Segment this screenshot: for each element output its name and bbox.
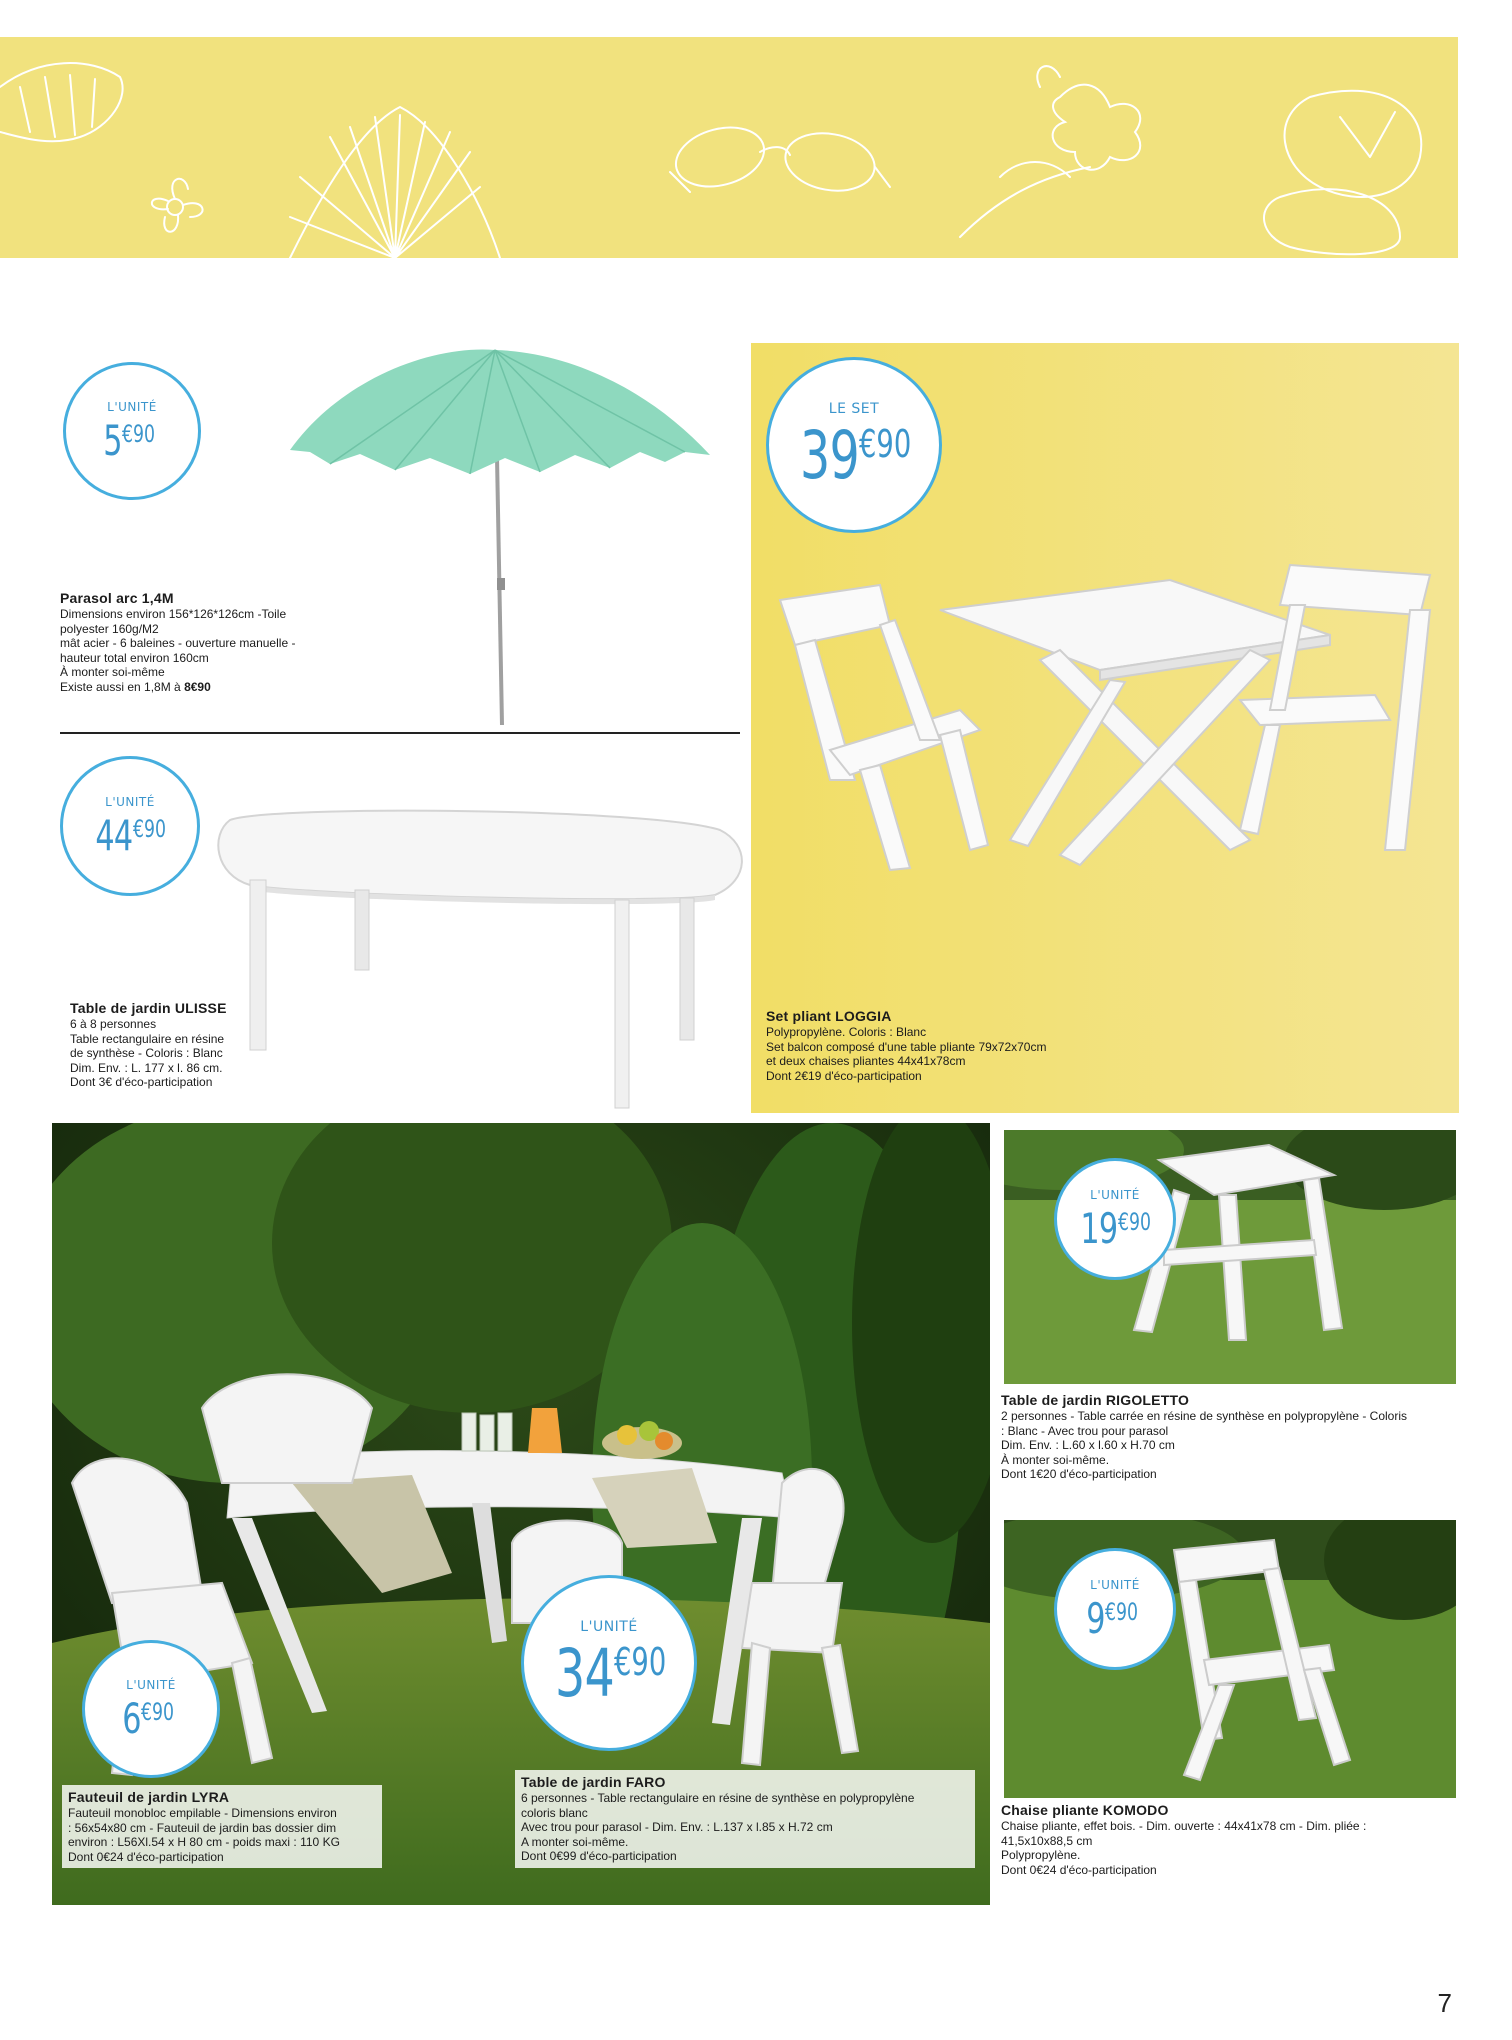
desc-line: et deux chaises pliantes 44x41x78cm (766, 1054, 966, 1068)
price-cents: €90 (1117, 1208, 1151, 1236)
desc-line: A monter soi-même. (521, 1834, 629, 1849)
desc-line: environ : L56Xl.54 x H 80 cm - poids maxi : 110 KG (68, 1835, 340, 1849)
price-label: L'UNITÉ (1090, 1188, 1140, 1202)
desc-line: Avec trou pour parasol - Dim. Env. : L.137 x l.85 x H.72 cm (521, 1820, 833, 1834)
lyra-description (62, 1785, 382, 1868)
rigoletto-price-badge (1054, 1158, 1176, 1280)
desc-line: Dim. Env. : L. 177 x l. 86 cm. (70, 1060, 223, 1075)
faro-description (515, 1770, 975, 1868)
palm-leaf-icon (290, 107, 500, 258)
desc-line: 6 à 8 personnes (70, 1017, 157, 1031)
divider (60, 732, 740, 734)
desc-line: Dont 1€20 d'éco-participation (1001, 1467, 1157, 1481)
price-label: L'UNITÉ (580, 1619, 638, 1635)
desc-line: Set balcon composé d'une table pliante 79x72x70cm (766, 1039, 1047, 1054)
ulisse-description (70, 1000, 290, 1090)
shell-icon (0, 63, 123, 141)
desc-line: Table rectangulaire en résine (70, 1031, 225, 1046)
price-label: L'UNITÉ (105, 795, 155, 809)
price-euros: 5 (103, 416, 122, 465)
product-title: Fauteuil de jardin LYRA (68, 1789, 230, 1805)
desc-line: Dimensions environ 156*126*126cm -Toile (60, 607, 287, 621)
sunglasses-icon (669, 118, 890, 197)
desc-line: 41,5x10x88,5 cm (1001, 1833, 1093, 1848)
desc-line: 2 personnes - Table carrée en résine de synthèse en polypropylène - Coloris (1001, 1409, 1408, 1423)
komodo-photo (1004, 1520, 1456, 1798)
desc-line: Polypropylène. (1001, 1848, 1081, 1862)
komodo-description (1001, 1802, 1456, 1877)
extra-price: 8€90 (184, 679, 211, 694)
price-label: L'UNITÉ (1090, 1578, 1140, 1592)
komodo-price-badge (1054, 1548, 1176, 1670)
decorative-banner (0, 37, 1458, 258)
desc-line: mât acier - 6 baleines - ouverture manuelle - (60, 636, 296, 650)
price-euros: 39 (799, 417, 859, 494)
page-number: 7 (1437, 1988, 1452, 2018)
desc-line: 6 personnes - Table rectangulaire en résine de synthèse en polypropylène (521, 1791, 915, 1805)
price-cents: €90 (1104, 1598, 1138, 1626)
desc-line: de synthèse - Coloris : Blanc (70, 1046, 223, 1060)
desc-line: coloris blanc (521, 1805, 588, 1820)
price-euros: 9 (1086, 1594, 1105, 1643)
desc-line: À monter soi-même. (1001, 1452, 1110, 1467)
price-euros: 44 (95, 811, 133, 860)
desc-line: À monter soi-même (60, 665, 165, 679)
desc-line: Dont 3€ d'éco-participation (70, 1075, 213, 1089)
parasol-description (60, 590, 360, 694)
desc-line: Dont 0€99 d'éco-participation (521, 1849, 677, 1863)
flip-flops-icon (1264, 91, 1421, 255)
product-title: Chaise pliante KOMODO (1001, 1802, 1169, 1818)
desc-line (60, 680, 360, 695)
extra-text: Existe aussi en 1,8M à (60, 679, 185, 694)
product-title: Table de jardin RIGOLETTO (1001, 1392, 1190, 1408)
desc-line: Dont 0€24 d'éco-participation (68, 1849, 224, 1864)
rigoletto-description (1001, 1392, 1456, 1482)
faro-price-badge (521, 1575, 697, 1751)
desc-line: Chaise pliante, effet bois. - Dim. ouverte : 44x41x78 cm - Dim. pliée : (1001, 1819, 1367, 1833)
blossom-icon (960, 66, 1140, 237)
desc-line: Fauteuil monobloc empilable - Dimensions environ (68, 1806, 337, 1820)
loggia-description (766, 1008, 1166, 1083)
desc-line: : Blanc - Avec trou pour parasol (1001, 1423, 1169, 1438)
flower-icon (152, 179, 203, 232)
product-title: Table de jardin FARO (521, 1774, 666, 1790)
ulisse-price-badge (60, 756, 200, 896)
price-euros: 34 (554, 1635, 614, 1712)
price-cents: €90 (140, 1698, 174, 1726)
price-euros: 6 (122, 1694, 141, 1743)
desc-line: polyester 160g/M2 (60, 621, 159, 636)
desc-line: Dont 2€19 d'éco-participation (766, 1068, 922, 1083)
price-cents: €90 (858, 422, 911, 466)
price-label: L'UNITÉ (107, 400, 157, 414)
price-euros: 19 (1080, 1204, 1118, 1253)
product-title: Table de jardin ULISSE (70, 1000, 227, 1016)
parasol-price-badge (63, 362, 201, 500)
product-title: Set pliant LOGGIA (766, 1008, 892, 1024)
price-cents: €90 (121, 420, 155, 448)
loggia-price-badge (766, 357, 942, 533)
price-cents: €90 (132, 815, 166, 843)
desc-line: Dont 0€24 d'éco-participation (1001, 1862, 1157, 1877)
ulisse-table-image (210, 800, 755, 1120)
lyra-price-badge (82, 1640, 220, 1778)
desc-line: hauteur total environ 160cm (60, 650, 209, 665)
price-cents: €90 (613, 1640, 666, 1684)
desc-line: Dim. Env. : L.60 x l.60 x H.70 cm (1001, 1438, 1175, 1452)
loggia-set-image (770, 550, 1450, 890)
price-label: LE SET (828, 401, 880, 417)
price-label: L'UNITÉ (126, 1678, 176, 1692)
product-title: Parasol arc 1,4M (60, 590, 174, 606)
desc-line: : 56x54x80 cm - Fauteuil de jardin bas dossier dim (68, 1820, 337, 1835)
desc-line: Polypropylène. Coloris : Blanc (766, 1025, 927, 1039)
